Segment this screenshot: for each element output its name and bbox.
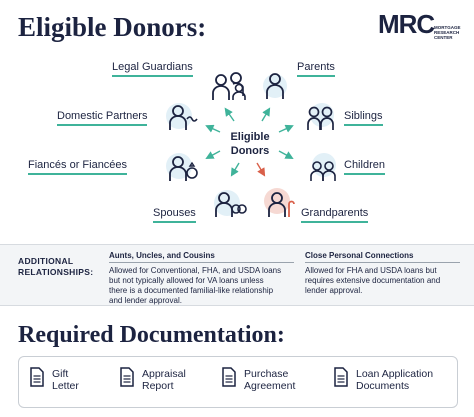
col-line: requires extensive documentation and bbox=[305, 276, 441, 285]
col-divider bbox=[305, 262, 460, 263]
logo-sub-line: RESEARCH bbox=[434, 30, 460, 35]
doc-line: Purchase bbox=[244, 368, 289, 380]
col-line: Allowed for FHA and USDA loans but bbox=[305, 266, 437, 275]
arrow-fiances bbox=[209, 151, 220, 157]
document-icon bbox=[222, 367, 236, 387]
col-line: and lender approval. bbox=[109, 296, 182, 305]
parents-icon bbox=[263, 71, 287, 101]
col-line: Allowed for Conventional, FHA, and USDA loans bbox=[109, 266, 282, 275]
doc-line: Loan Application bbox=[356, 368, 434, 380]
page-title: Eligible Donors: bbox=[18, 12, 207, 42]
additional-relationships-heading bbox=[18, 256, 93, 278]
legal-guardians-icon bbox=[210, 72, 250, 102]
arrow-domestic-partners bbox=[209, 127, 220, 132]
logo-sub-line: CENTER bbox=[434, 35, 453, 40]
arrow-children bbox=[279, 151, 290, 157]
document-icon bbox=[334, 367, 348, 387]
heading-line: ADDITIONAL bbox=[18, 256, 74, 266]
additional-col-aunts bbox=[109, 251, 294, 306]
donor-label-grandparents: Grandparents bbox=[301, 207, 368, 223]
donor-label-parents: Parents bbox=[297, 61, 335, 77]
heading-line: RELATIONSHIPS: bbox=[18, 267, 94, 277]
doc-line: Agreement bbox=[244, 380, 296, 392]
col-line: but not typically allowed for VA loans unless bbox=[109, 276, 264, 285]
doc-item-appraisal-report bbox=[142, 368, 186, 392]
logo-sub-line: MORTGAGE bbox=[434, 25, 461, 30]
center-line: Donors bbox=[230, 145, 270, 157]
donor-label-domestic-partners: Domestic Partners bbox=[57, 110, 147, 126]
doc-item-purchase-agreement bbox=[244, 368, 295, 392]
siblings-icon bbox=[306, 103, 336, 131]
children-icon bbox=[308, 155, 338, 183]
doc-line: Report bbox=[142, 380, 174, 392]
donor-label-legal-guardians: Legal Guardians bbox=[112, 61, 193, 77]
logo-text: MRC bbox=[378, 9, 435, 39]
arrow-parents bbox=[262, 111, 268, 121]
document-icon bbox=[120, 367, 134, 387]
documentation-title: Required Documentation: bbox=[18, 322, 285, 348]
col-title: Close Personal Connections bbox=[305, 251, 414, 260]
doc-line: Letter bbox=[52, 380, 79, 392]
doc-item-gift-letter bbox=[52, 368, 79, 392]
grandparents-icon bbox=[264, 190, 296, 218]
center-line: Eligible bbox=[230, 131, 270, 143]
arrow-spouses bbox=[233, 163, 239, 173]
donor-label-spouses: Spouses bbox=[153, 207, 196, 223]
additional-col-close bbox=[305, 251, 460, 296]
spouses-icon bbox=[214, 190, 248, 218]
fiances-icon bbox=[168, 154, 200, 182]
doc-line: Appraisal bbox=[142, 368, 186, 380]
donor-label-children: Children bbox=[344, 159, 385, 175]
eligible-donors-center bbox=[220, 130, 280, 158]
col-title: Aunts, Uncles, and Cousins bbox=[109, 251, 215, 260]
col-divider bbox=[109, 262, 294, 263]
doc-line: Documents bbox=[356, 380, 410, 392]
col-line: lender approval. bbox=[305, 286, 363, 295]
donor-label-fiances: Fiancés or Fiancées bbox=[28, 159, 127, 175]
arrow-grandparents bbox=[257, 163, 263, 173]
doc-item-loan-application bbox=[356, 368, 433, 392]
arrow-legal-guardians bbox=[227, 111, 234, 121]
document-icon bbox=[30, 367, 44, 387]
doc-line: Gift bbox=[52, 368, 69, 380]
arrow-siblings bbox=[279, 127, 290, 132]
domestic-partners-icon bbox=[168, 103, 198, 131]
col-line: there is a documented familial-like relationship bbox=[109, 286, 274, 295]
donor-label-siblings: Siblings bbox=[344, 110, 383, 126]
